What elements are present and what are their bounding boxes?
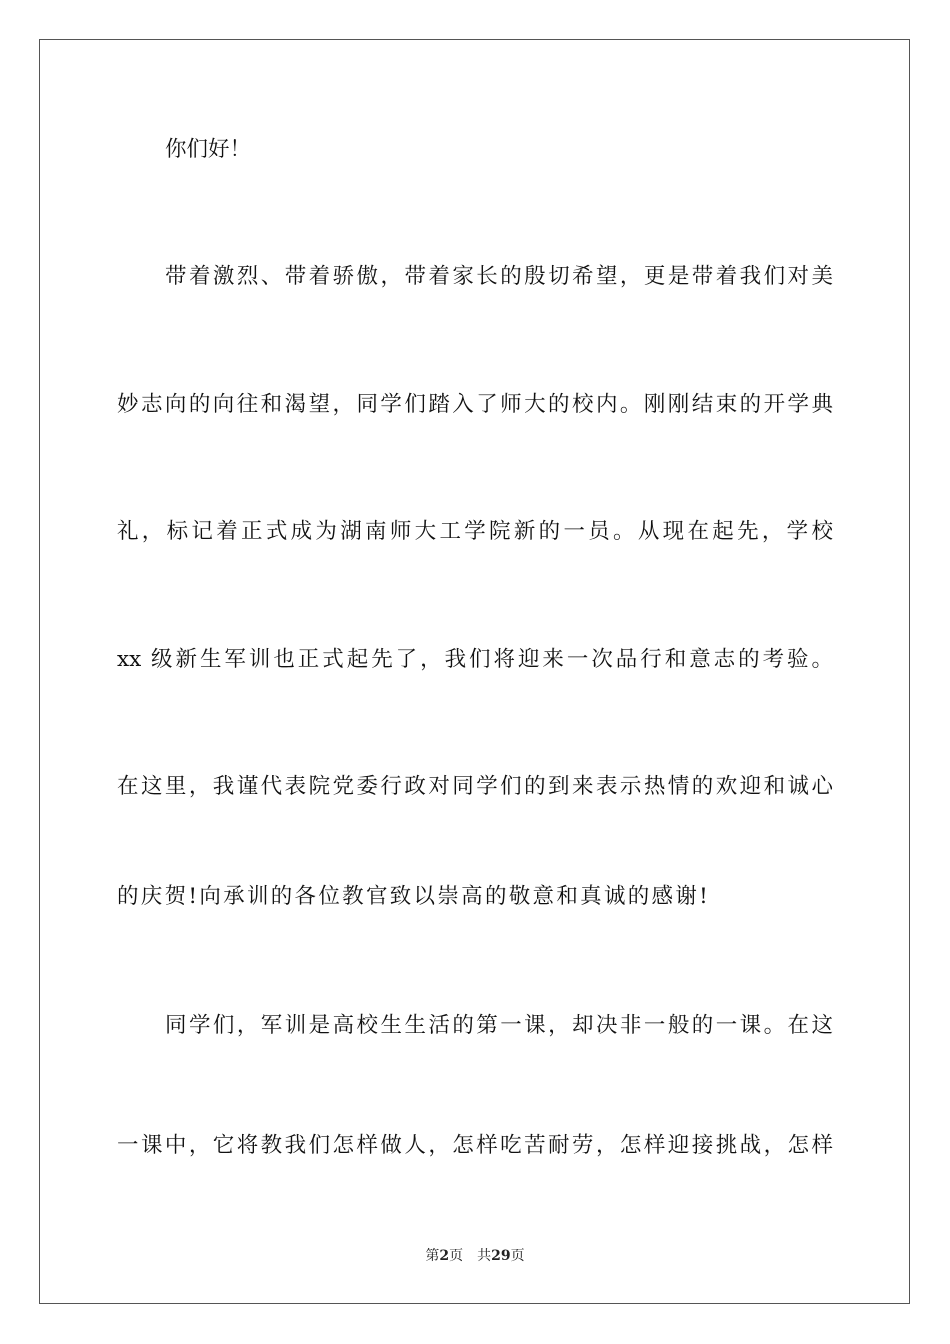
- total-pages: 29: [491, 1248, 511, 1264]
- page-footer: [0, 1247, 950, 1265]
- page-number: 2: [439, 1248, 450, 1264]
- total-unit: 页: [510, 1248, 525, 1264]
- page-unit: 页: [449, 1248, 464, 1264]
- paragraph-1-line-3: 礼，标记着正式成为湖南师大工学院新的一员。从现在起先，学校: [117, 519, 833, 544]
- total-prefix: 共: [477, 1248, 492, 1264]
- paragraph-2-line-1: 同学们，军训是高校生生活的第一课，却决非一般的一课。在这: [165, 1013, 833, 1038]
- greeting-line: 你们好！: [165, 137, 252, 162]
- paragraph-1-line-1: 带着激烈、带着骄傲，带着家长的殷切希望，更是带着我们对美: [165, 264, 833, 289]
- paragraph-1-line-4: xx 级新生军训也正式起先了，我们将迎来一次品行和意志的考验。: [117, 647, 833, 672]
- paragraph-1-line-5: 在这里，我谨代表院党委行政对同学们的到来表示热情的欢迎和诚心: [117, 774, 833, 799]
- paragraph-2-line-2: 一课中，它将教我们怎样做人，怎样吃苦耐劳，怎样迎接挑战，怎样: [117, 1133, 833, 1158]
- paragraph-1-line-6: 的庆贺!向承训的各位教官致以崇高的敬意和真诚的感谢!: [117, 884, 711, 909]
- paragraph-1-line-2: 妙志向的向往和渴望，同学们踏入了师大的校内。刚刚结束的开学典: [117, 392, 833, 417]
- page-prefix: 第: [425, 1248, 440, 1264]
